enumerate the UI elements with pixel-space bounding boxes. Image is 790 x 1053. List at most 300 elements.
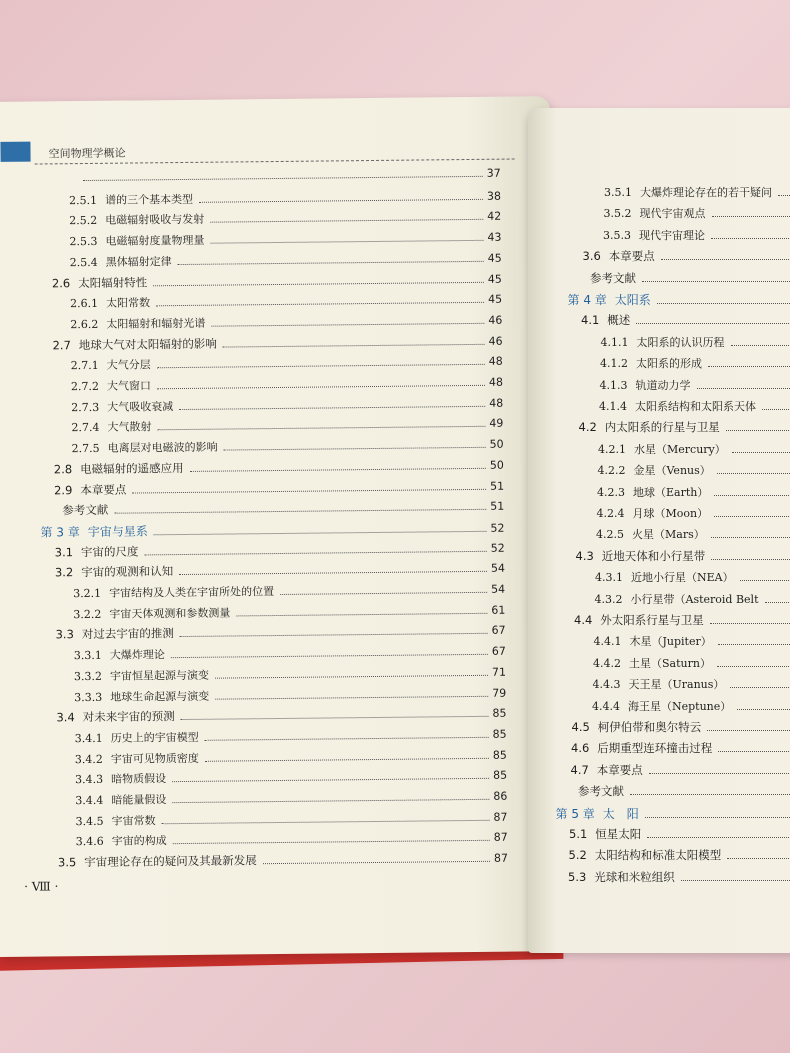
- dot-leader: [162, 818, 490, 823]
- toc-entry-page: 49: [489, 417, 504, 431]
- toc-entry-number: 3.4.1: [74, 731, 103, 746]
- toc-entry-number: 2.5.1: [68, 193, 98, 207]
- toc-entry-title: 地球（Earth）: [633, 485, 709, 499]
- toc-entry-title: 太阳系的认识历程: [636, 335, 725, 349]
- toc-entry-page: 54: [491, 582, 506, 596]
- toc-entry-title: 外太阳系行星与卫星: [600, 613, 704, 627]
- toc-entry-title: 太阳系的形成: [636, 357, 702, 371]
- toc-entry-number: 4.2.1: [598, 442, 626, 456]
- toc-entry-title: 概述: [607, 313, 631, 328]
- dot-leader: [211, 322, 484, 327]
- toc-entry-title: 参考文献: [578, 784, 624, 799]
- dot-leader: [730, 686, 790, 688]
- dot-leader: [210, 218, 483, 223]
- toc-entry: [52, 270, 502, 291]
- running-head: 空间物理学概论: [48, 146, 126, 161]
- dot-leader: [726, 429, 790, 431]
- dot-leader: [157, 425, 485, 430]
- toc-entry-page: 71: [491, 665, 507, 679]
- toc-entry: [54, 456, 504, 477]
- toc-entry: [69, 229, 501, 250]
- toc-entry-title: 现代宇宙观点: [639, 207, 706, 221]
- toc-entry: [58, 850, 508, 871]
- dot-leader: [710, 622, 790, 624]
- toc-entry-title: 小行星带（Asteroid Belt: [630, 592, 759, 606]
- toc-entry-page: 37: [486, 166, 501, 180]
- dot-leader: [711, 536, 790, 538]
- dot-leader: [762, 408, 790, 410]
- toc-entry-page: 48: [488, 354, 503, 369]
- toc-entry-title: 宇宙的观测和认知: [81, 564, 174, 580]
- toc-entry-number: 2.7.4: [71, 421, 100, 435]
- toc-entry-page: 87: [493, 851, 509, 865]
- toc-entry-number: 5.2: [568, 848, 587, 863]
- dot-leader: [171, 653, 488, 658]
- toc-entry-number: 3.4.6: [75, 835, 104, 849]
- dot-leader: [172, 777, 489, 782]
- toc-entry-number: 3.4.5: [75, 814, 104, 828]
- toc-entry: [75, 788, 507, 809]
- toc-entry-title: 海王星（Neptune）: [628, 699, 732, 713]
- toc-entry: [69, 167, 501, 188]
- toc-entry-title: 后期重型连环撞击过程: [597, 741, 713, 756]
- toc-entry-number: 3.6: [582, 249, 601, 264]
- dot-leader: [718, 643, 790, 645]
- toc-entry-page: 52: [490, 541, 505, 555]
- toc-entry: [570, 783, 790, 799]
- toc-entry: [579, 419, 790, 435]
- toc-entry: [76, 829, 508, 850]
- toc-entry-title: 暗能量假设: [111, 793, 167, 807]
- dot-leader: [156, 301, 484, 306]
- toc-entry-number: 第 4 章: [567, 293, 607, 307]
- dot-leader: [642, 280, 790, 282]
- toc-entry-title: 参考文献: [62, 502, 109, 518]
- toc-entry: [54, 498, 504, 519]
- dot-leader: [179, 405, 485, 410]
- dot-leader: [280, 591, 487, 595]
- toc-entry: [595, 569, 790, 585]
- toc-entry: [73, 581, 505, 602]
- toc-entry-page: 87: [493, 810, 508, 824]
- toc-entry-number: 4.4.2: [593, 656, 621, 670]
- toc-entry-title: 太阳结构和标准太阳模型: [594, 848, 722, 863]
- toc-entry-title: 谱的三个基本类型: [104, 192, 194, 207]
- toc-entry: [71, 374, 503, 395]
- header-color-bar: [0, 142, 30, 162]
- toc-entry-number: 4.2.5: [596, 528, 624, 542]
- toc-entry-number: 4.1.1: [600, 335, 629, 349]
- toc-entry: [55, 560, 505, 581]
- dot-leader: [649, 772, 790, 774]
- dot-leader: [83, 175, 483, 181]
- toc-entry-page: 85: [492, 727, 507, 741]
- toc-entry-number: 2.5.4: [69, 255, 98, 269]
- toc-entry-number: 3.3.1: [73, 648, 102, 663]
- toc-entry-page: 87: [493, 831, 508, 845]
- toc-entry-title: 本章要点: [80, 482, 127, 497]
- toc-entry: [574, 612, 790, 628]
- dot-leader: [714, 515, 790, 517]
- dot-leader: [224, 446, 486, 451]
- toc-entry-number: 4.4.4: [592, 699, 620, 713]
- dot-leader: [697, 387, 790, 389]
- dot-leader: [708, 365, 790, 367]
- toc-entry-number: 4.7: [570, 762, 589, 777]
- toc-entry-number: 5.1: [569, 827, 588, 841]
- toc-entry-number: 3.4.2: [74, 752, 103, 766]
- toc-entry: [576, 548, 790, 564]
- toc-entry-title: 宇宙的尺度: [80, 544, 139, 559]
- dot-leader: [737, 708, 790, 710]
- toc-entry-title: 太阳系结构和太阳系天体: [635, 400, 756, 413]
- toc-entry: [74, 643, 506, 664]
- toc-entry-title: 对未来宇宙的预测: [82, 709, 175, 725]
- toc-entry: [594, 633, 790, 649]
- toc-entry-title: 大爆炸理论存在的若干疑问: [640, 186, 772, 199]
- toc-entry-title: 地球大气对太阳辐射的影响: [78, 336, 217, 352]
- toc-entry: [598, 441, 790, 457]
- toc-entry-page: 85: [492, 748, 507, 762]
- toc-entry-number: 3.3.2: [73, 669, 103, 683]
- toc-entry: [568, 291, 790, 307]
- toc-entry-title: 宇宙的构成: [111, 834, 167, 849]
- dot-leader: [179, 570, 487, 575]
- toc-entry: [69, 208, 501, 229]
- toc-entry-page: 50: [489, 437, 504, 451]
- toc-entry-title: 地球生命起源与演变: [110, 689, 210, 704]
- dot-leader: [205, 736, 489, 741]
- toc-entry-number: 4.2.4: [596, 507, 625, 520]
- toc-entry-title: 宇宙恒星起源与演变: [109, 668, 210, 683]
- toc-entry-number: 4.2.3: [597, 485, 625, 499]
- toc-entry: [71, 394, 503, 415]
- toc-entry: [75, 726, 507, 747]
- toc-entry-title: 大气窗口: [106, 379, 152, 393]
- toc-entry-page: 48: [489, 396, 504, 410]
- toc-entry: [75, 767, 507, 788]
- toc-entry: [593, 676, 790, 692]
- toc-entry-title: 宇宙结构及人类在宇宙所处的位置: [109, 585, 275, 600]
- toc-entry-number: 3.5.3: [603, 228, 631, 242]
- dot-leader: [647, 836, 790, 838]
- dot-leader: [712, 215, 790, 217]
- toc-entry: [56, 705, 506, 726]
- left-page: [0, 96, 559, 957]
- toc-entry: [55, 539, 505, 560]
- dot-leader: [236, 612, 487, 617]
- toc-entry-number: 2.7.1: [70, 359, 99, 373]
- toc-entry-number: 2.7: [52, 337, 71, 352]
- dot-leader: [681, 879, 790, 881]
- toc-entry-title: 电磁辐射度量物理量: [105, 233, 205, 248]
- toc-entry: [604, 184, 790, 200]
- toc-entry-number: 2.5.2: [69, 214, 98, 228]
- toc-entry-number: 第 3 章: [40, 524, 80, 540]
- toc-entry-title: 太阳系: [614, 293, 651, 307]
- toc-entry-number: 4.2.2: [597, 464, 626, 478]
- dot-leader: [727, 857, 790, 859]
- toc-entry-title: 本章要点: [608, 249, 655, 264]
- toc-entry-title: 现代宇宙理论: [639, 228, 705, 242]
- toc-entry-number: 4.1.3: [599, 378, 628, 392]
- toc-entry-title: 大气散射: [107, 420, 152, 435]
- toc-entry-page: 85: [493, 768, 508, 783]
- toc-entry-number: 2.7.2: [70, 379, 100, 394]
- toc-entry-title: 光球和米粒组织: [594, 869, 675, 884]
- toc-entry: [70, 249, 502, 270]
- toc-entry-title: 对过去宇宙的推测: [81, 626, 174, 642]
- toc-entry: [72, 436, 504, 457]
- toc-entry-title: 大爆炸理论: [109, 648, 165, 662]
- toc-entry-page: 51: [490, 499, 505, 513]
- toc-entry: [569, 826, 790, 842]
- toc-entry-number: 5.3: [568, 869, 587, 884]
- toc-entry: [52, 332, 502, 353]
- toc-entry-title: 电磁辐射吸收与发射: [105, 213, 205, 228]
- toc-entry: [581, 312, 790, 328]
- toc-entry-number: 2.9: [53, 482, 73, 497]
- dot-leader: [223, 342, 485, 347]
- toc-entry: [572, 719, 790, 735]
- dot-leader: [153, 280, 484, 285]
- toc-entry-title: 土星（Saturn）: [629, 656, 711, 670]
- dot-leader: [707, 729, 790, 731]
- dot-leader: [114, 508, 486, 514]
- toc-entry-title: 太阳辐射特性: [78, 274, 148, 290]
- dot-leader: [731, 344, 790, 346]
- toc-entry-page: 79: [492, 686, 507, 700]
- dot-leader: [630, 793, 790, 795]
- dot-leader: [657, 302, 790, 304]
- dot-leader: [714, 494, 790, 496]
- toc-entry-number: 3.4.4: [75, 793, 104, 808]
- toc-entry-title: 近地天体和小行星带: [601, 548, 706, 563]
- toc-entry: [601, 334, 790, 350]
- dot-leader: [711, 237, 790, 239]
- toc-entry-title: 宇宙常数: [111, 813, 156, 828]
- toc-entry-page: 52: [490, 521, 505, 535]
- toc-entry-page: 38: [486, 189, 502, 203]
- toc-entry-title: 太阳辐射和辐射光谱: [106, 316, 206, 331]
- toc-entry-title: 太阳常数: [106, 296, 151, 310]
- toc-entry-number: 2.6.2: [70, 317, 99, 332]
- toc-entry-title: 大气分层: [106, 358, 151, 373]
- toc-entry-title: 大气吸收衰减: [107, 399, 174, 414]
- toc-entry-number: 2.6: [51, 275, 71, 290]
- toc-entry: [71, 353, 503, 374]
- toc-entry-title: 天王星（Uranus）: [628, 678, 725, 692]
- toc-entry: [556, 805, 790, 821]
- toc-entry-page: 67: [491, 624, 506, 638]
- toc-entry: [71, 415, 503, 436]
- dot-leader: [717, 665, 790, 667]
- dot-leader: [132, 487, 486, 493]
- toc-entry-number: 4.3: [575, 548, 594, 563]
- toc-entry: [596, 526, 790, 542]
- toc-entry-number: 2.8: [53, 461, 73, 477]
- toc-entry-title: 宇宙理论存在的疑问及其最新发展: [84, 853, 257, 870]
- toc-entry: [73, 601, 505, 622]
- toc-entry: [75, 746, 507, 767]
- dot-leader: [205, 756, 489, 761]
- dot-leader: [661, 258, 790, 260]
- toc-entry-page: 86: [493, 789, 508, 803]
- page-folio: · Ⅷ ·: [24, 879, 59, 894]
- toc-entry-number: 3.2: [54, 565, 74, 580]
- dot-leader: [173, 839, 490, 844]
- toc-entry: [74, 663, 506, 684]
- toc-entry-page: 46: [488, 334, 503, 348]
- toc-entry-title: 电磁辐射的遥感应用: [80, 460, 184, 476]
- toc-entry: [40, 519, 504, 540]
- toc-entry: [599, 398, 790, 414]
- dot-leader: [180, 632, 488, 637]
- dot-leader: [157, 384, 485, 389]
- toc-entry: [568, 869, 790, 885]
- toc-entry: [571, 740, 790, 756]
- toc-entry-title: 本章要点: [596, 762, 643, 777]
- toc-entry-title: 参考文献: [590, 270, 636, 285]
- dot-leader: [636, 322, 790, 324]
- toc-entry-page: 54: [490, 561, 505, 576]
- toc-entry-number: 4.4.3: [592, 678, 621, 692]
- dot-leader: [645, 816, 790, 818]
- toc-entry-number: 3.5.1: [604, 186, 632, 199]
- dot-leader: [711, 558, 790, 560]
- toc-entry: [592, 698, 790, 714]
- toc-entry-number: 3.4: [56, 710, 75, 725]
- dot-leader: [199, 198, 483, 203]
- toc-entry-title: 火星（Mars）: [632, 528, 705, 542]
- toc-entry-number: 2.7.3: [71, 400, 100, 414]
- toc-entry: [603, 227, 790, 243]
- dot-leader: [215, 694, 488, 699]
- toc-entry-page: 45: [488, 292, 503, 306]
- dot-leader: [778, 194, 790, 196]
- dot-leader: [157, 363, 485, 368]
- dot-leader: [215, 674, 488, 679]
- toc-entry-number: 3.4.3: [75, 773, 104, 787]
- toc-entry-number: 4.4.1: [593, 635, 622, 649]
- toc-entry-title: 太 阳: [602, 806, 639, 821]
- toc-entry-title: 暗物质假设: [111, 772, 167, 787]
- toc-entry: [70, 312, 502, 333]
- dot-leader: [190, 467, 486, 472]
- dot-leader: [765, 601, 790, 603]
- toc-entry-number: 2.7.5: [71, 441, 100, 456]
- toc-entry: [569, 847, 790, 863]
- toc-entry: [582, 270, 790, 286]
- toc-entry-number: 3.3.3: [74, 690, 103, 704]
- toc-entry-number: 3.5: [57, 855, 77, 870]
- toc-entry: [597, 505, 790, 521]
- toc-entry-number: 4.5: [571, 720, 590, 734]
- toc-entry-title: 金星（Venus）: [633, 464, 711, 478]
- toc-entry-title: 电离层对电磁波的影响: [107, 440, 218, 455]
- dot-leader: [181, 715, 489, 720]
- toc-entry-page: 45: [487, 272, 502, 286]
- dot-leader: [263, 860, 490, 864]
- toc-entry: [69, 187, 501, 208]
- dot-leader: [154, 530, 487, 535]
- toc-entry-title: 历史上的宇宙模型: [110, 730, 199, 745]
- dot-leader: [717, 472, 790, 474]
- toc-entry-title: 水星（Mercury）: [634, 442, 726, 456]
- toc-entry: [593, 655, 790, 671]
- toc-entry: [595, 591, 790, 607]
- toc-entry-title: 轨道动力学: [635, 378, 691, 392]
- toc-entry: [75, 808, 507, 829]
- right-page: [528, 108, 790, 953]
- toc-entry: [604, 205, 790, 221]
- toc-entry-page: 85: [492, 706, 507, 720]
- toc-entry-number: 3.3: [55, 627, 74, 642]
- dot-leader: [145, 549, 487, 555]
- dot-leader: [718, 750, 790, 752]
- dot-leader: [210, 239, 483, 244]
- toc-entry-number: 2.6.1: [70, 297, 99, 311]
- toc-entry: [598, 462, 790, 478]
- toc-entry-title: 近地小行星（NEA）: [631, 571, 734, 585]
- toc-entry: [54, 477, 504, 498]
- toc-entry-number: 4.3.1: [595, 571, 623, 585]
- toc-entry: [597, 484, 790, 500]
- toc-entry-title: 柯伊伯带和奥尔特云: [597, 720, 702, 734]
- toc-entry-number: 第 5 章: [555, 806, 595, 821]
- toc-entry-number: 4.1.4: [599, 400, 627, 413]
- toc-entry-number: 4.2: [578, 420, 597, 435]
- toc-entry-page: 46: [488, 313, 503, 327]
- toc-entry-title: 木星（Jupiter）: [629, 635, 712, 649]
- toc-entry-title: 黑体辐射定律: [105, 254, 172, 269]
- toc-entry: [571, 762, 790, 778]
- toc-entry-page: 42: [487, 210, 502, 224]
- toc-entry-title: 宇宙与星系: [87, 524, 148, 539]
- toc-entry-number: 3.1: [54, 544, 74, 559]
- toc-entry-number: 4.4: [574, 613, 593, 627]
- dot-leader: [178, 260, 484, 265]
- toc-entry-page: 51: [489, 479, 505, 493]
- toc-entry: [600, 377, 790, 393]
- toc-entry-page: 45: [487, 251, 502, 265]
- toc-entry-number: 4.1: [581, 313, 600, 328]
- toc-entry: [583, 248, 790, 264]
- toc-entry-number: 4.6: [571, 741, 590, 756]
- toc-entry-title: 月球（Moon）: [632, 507, 709, 520]
- toc-entry-page: 48: [488, 375, 504, 389]
- toc-entry: [600, 355, 790, 371]
- toc-entry-number: 2.5.3: [69, 234, 98, 249]
- toc-entry-page: 43: [487, 230, 502, 244]
- toc-entry: [70, 291, 502, 312]
- toc-entry-number: 3.2.1: [73, 586, 102, 601]
- toc-entry-number: 3.2.2: [73, 607, 102, 621]
- toc-entry-title: 宇宙可见物质密度: [110, 751, 199, 766]
- dot-leader: [172, 798, 489, 803]
- toc-entry-title: 宇宙天体观测和参数测量: [109, 606, 231, 621]
- dot-leader: [740, 579, 790, 581]
- toc-entry-page: 61: [491, 603, 506, 617]
- toc-entry: [55, 622, 505, 643]
- toc-entry-title: 内太阳系的行星与卫星: [604, 420, 720, 435]
- toc-entry-number: 3.5.2: [603, 207, 632, 221]
- toc-entry: [74, 684, 506, 705]
- toc-entry-number: 4.3.2: [594, 592, 623, 606]
- toc-entry-title: 恒星太阳: [595, 827, 642, 841]
- toc-entry-page: 50: [489, 458, 504, 472]
- dot-leader: [732, 451, 790, 453]
